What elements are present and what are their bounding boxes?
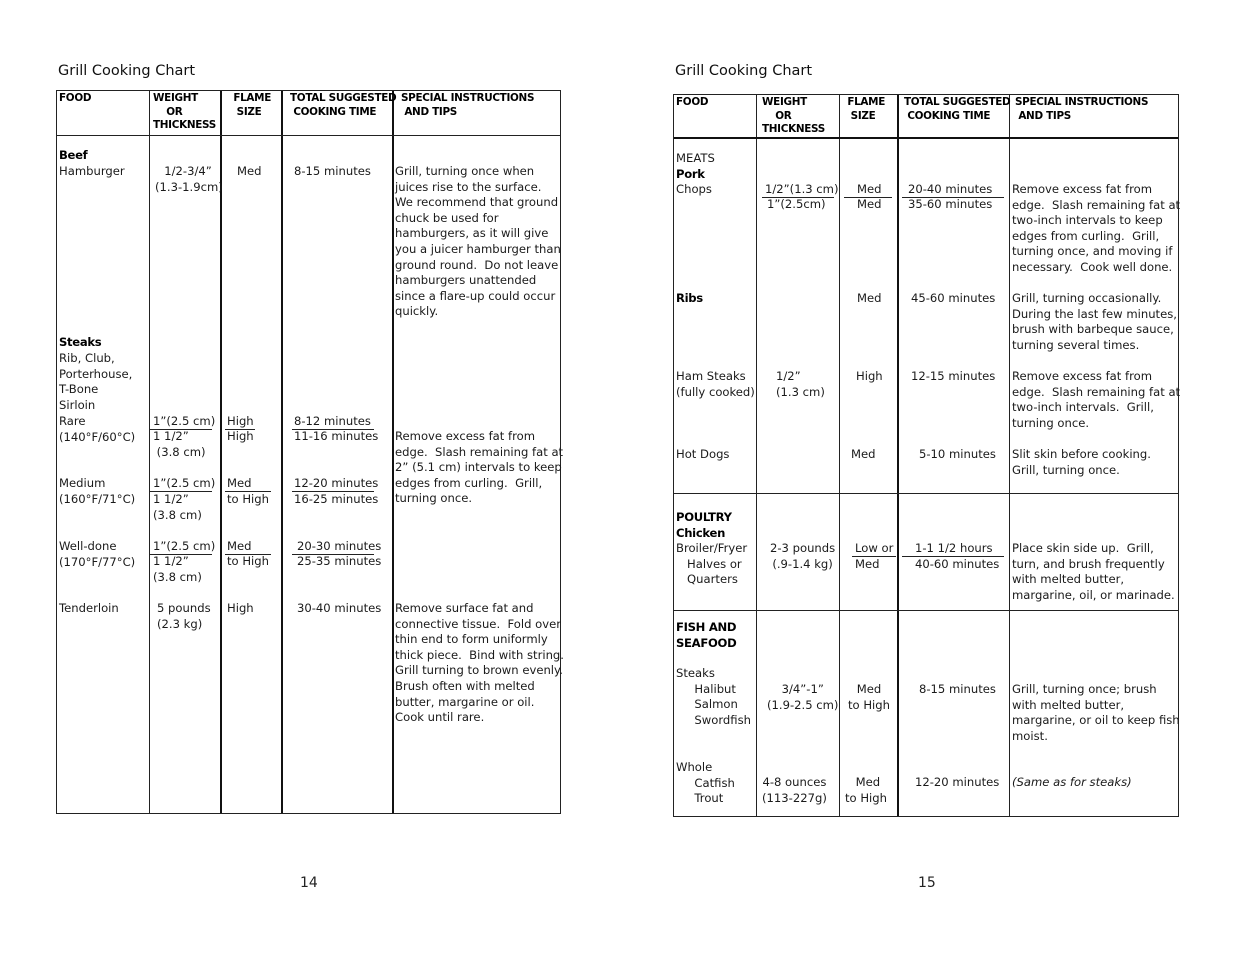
header-weight: WEIGHT OR THICKNESS [762, 96, 825, 136]
chops-tips: Remove excess fat from edge. Slash remaining fat at two-inch intervals to keep edges from curling. Grill, turning once, and moving if necessary. Cook well done. [1012, 182, 1181, 274]
steaks-tips: Remove excess fat from edge. Slash remaining fat at 2” (5.1 cm) intervals to keep edges from curling. Grill, turning once. [395, 429, 564, 506]
ham-weight: 1/2” (1.3 cm) [776, 369, 825, 399]
medium-flame-2: to High [227, 492, 269, 506]
fish-steaks-tips: Grill, turning once; brush with melted butter, margarine, or oil to keep fish moist. [1012, 682, 1180, 743]
rare-time-1: 8-12 minutes [294, 414, 371, 428]
left-page-title: Grill Cooking Chart [58, 63, 196, 79]
welldone-flame-1: Med [227, 539, 252, 553]
header-weight: WEIGHT OR THICKNESS [153, 92, 216, 132]
hamburger-time: 8-15 minutes [294, 164, 371, 178]
fish-whole-food: Whole Catfish Trout [676, 760, 735, 806]
col-divider [1009, 95, 1010, 816]
chops-flame-2: Med [857, 197, 882, 211]
tenderloin-tips: Remove surface fat and connective tissue. Fold over thin end to form uniformly thick piece. Bind with string. Grill turning to brown evenly. Brush often with melted butter, margarine or oil. Cook until rare. [395, 601, 564, 725]
tenderloin-flame: High [227, 601, 254, 615]
col-divider [220, 91, 222, 813]
meats-label: MEATS [676, 151, 715, 165]
chops-weight-2: 1”(2.5cm) [767, 197, 826, 211]
fish-whole-weight: 4-8 ounces (113-227g) [762, 775, 827, 805]
header-flame: FLAME SIZE [233, 92, 272, 118]
right-page-number: 15 [918, 875, 936, 891]
fish-steaks-food: Steaks Halibut Salmon Swordfish [676, 666, 751, 727]
steaks-types: Rib, Club, Porterhouse, T-Bone Sirloin [59, 351, 133, 412]
chops-food: Chops [676, 182, 712, 196]
fish-whole-flame: Med to High [845, 775, 887, 805]
header-divider [57, 135, 560, 136]
section-divider [674, 610, 1178, 611]
rare-time-2: 11-16 minutes [294, 429, 379, 443]
col-divider [897, 95, 899, 816]
chicken-label: Chicken [676, 526, 726, 540]
medium-time-1: 12-20 minutes [294, 476, 379, 490]
col-divider [756, 95, 757, 816]
col-divider [392, 91, 394, 813]
tenderloin-time: 30-40 minutes [297, 601, 382, 615]
ribs-time: 45-60 minutes [911, 291, 996, 305]
col-divider [839, 95, 840, 816]
welldone-weight-1: 1”(2.5 cm) [153, 539, 216, 553]
steaks-label: Steaks [59, 335, 102, 349]
header-tips: SPECIAL INSTRUCTIONS AND TIPS [1015, 96, 1149, 122]
hamburger-food: Hamburger [59, 164, 125, 178]
welldone-time-2: 25-35 minutes [297, 554, 382, 568]
header-food: FOOD [676, 96, 709, 108]
rare-flame-1: High [227, 414, 254, 428]
header-flame: FLAME SIZE [847, 96, 886, 122]
fish-steaks-time: 8-15 minutes [919, 682, 996, 696]
welldone-weight-2: 1 1/2” (3.8 cm) [153, 554, 202, 584]
tenderloin-food: Tenderloin [59, 601, 119, 615]
rare-flame-2: High [227, 429, 254, 443]
ham-food: Ham Steaks (fully cooked) [676, 369, 755, 399]
right-page-title: Grill Cooking Chart [675, 63, 813, 79]
fish-whole-tips: (Same as for steaks) [1012, 775, 1132, 789]
rare-food: Rare (140°F/60°C) [59, 414, 136, 444]
col-divider [149, 91, 150, 813]
chops-weight-1: 1/2”(1.3 cm) [765, 182, 839, 196]
ribs-tips: Grill, turning occasionally. During the last few minutes, brush with barbeque sauce, turning several times. [1012, 291, 1177, 352]
medium-flame-1: Med [227, 476, 252, 490]
ribs-food: Ribs [676, 291, 703, 305]
chicken-weight: 2-3 pounds (.9-1.4 kg) [770, 541, 836, 571]
chicken-food: Broiler/Fryer Halves or Quarters [676, 541, 748, 587]
hamburger-weight: 1/2-3/4” (1.3-1.9cm) [155, 164, 223, 194]
pork-label: Pork [676, 167, 705, 181]
medium-time-2: 16-25 minutes [294, 492, 379, 506]
welldone-food: Well-done (170°F/77°C) [59, 539, 136, 569]
left-page-number: 14 [300, 875, 318, 891]
right-cooking-table [673, 94, 1179, 817]
fish-steaks-flame: Med to High [848, 682, 890, 712]
tenderloin-weight: 5 pounds (2.3 kg) [157, 601, 211, 631]
header-tips: SPECIAL INSTRUCTIONS AND TIPS [401, 92, 535, 118]
poultry-label: POULTRY [676, 510, 732, 524]
chicken-tips: Place skin side up. Grill, turn, and brush frequently with melted butter, margarine, oil, or marinade. [1012, 541, 1175, 602]
fish-label: FISH AND SEAFOOD [676, 620, 737, 650]
chops-time-2: 35-60 minutes [908, 197, 993, 211]
chicken-flame-2: Med [855, 557, 880, 571]
chicken-flame-1: Low or [855, 541, 894, 555]
chicken-time-2: 40-60 minutes [915, 557, 1000, 571]
header-divider [674, 137, 1178, 139]
welldone-flame-2: to High [227, 554, 269, 568]
hamburger-tips: Grill, turning once when juices rise to the surface. We recommend that ground chuck be used for hamburgers, as it will give you a juicer hamburger than ground round. Do not leave hamburgers unattended since a flare-up could occur quickly. [395, 164, 561, 319]
ham-flame: High [856, 369, 883, 383]
ham-time: 12-15 minutes [911, 369, 996, 383]
hotdogs-flame: Med [851, 447, 876, 461]
chops-flame-1: Med [857, 182, 882, 196]
medium-food: Medium (160°F/71°C) [59, 476, 136, 506]
header-time: TOTAL SUGGESTED COOKING TIME [904, 96, 1011, 122]
ham-tips: Remove excess fat from edge. Slash remaining fat at two-inch intervals. Grill, turning once. [1012, 369, 1181, 430]
header-food: FOOD [59, 92, 92, 104]
header-time: TOTAL SUGGESTED COOKING TIME [290, 92, 397, 118]
chops-time-1: 20-40 minutes [908, 182, 993, 196]
hotdogs-food: Hot Dogs [676, 447, 730, 461]
col-divider [281, 91, 283, 813]
rare-weight-2: 1 1/2” (3.8 cm) [153, 429, 206, 459]
fish-steaks-weight: 3/4”-1” (1.9-2.5 cm) [767, 682, 839, 712]
medium-weight-1: 1”(2.5 cm) [153, 476, 216, 490]
welldone-time-1: 20-30 minutes [297, 539, 382, 553]
left-cooking-table [56, 90, 564, 814]
rare-weight-1: 1”(2.5 cm) [153, 414, 216, 428]
fish-whole-time: 12-20 minutes [915, 775, 1000, 789]
hotdogs-time: 5-10 minutes [919, 447, 996, 461]
medium-weight-2: 1 1/2” (3.8 cm) [153, 492, 202, 522]
hamburger-flame: Med [237, 164, 262, 178]
chicken-time-1: 1-1 1/2 hours [915, 541, 993, 555]
ribs-flame: Med [857, 291, 882, 305]
hotdogs-tips: Slit skin before cooking. Grill, turning once. [1012, 447, 1151, 477]
section-divider [674, 493, 1178, 494]
beef-label: Beef [59, 148, 88, 162]
